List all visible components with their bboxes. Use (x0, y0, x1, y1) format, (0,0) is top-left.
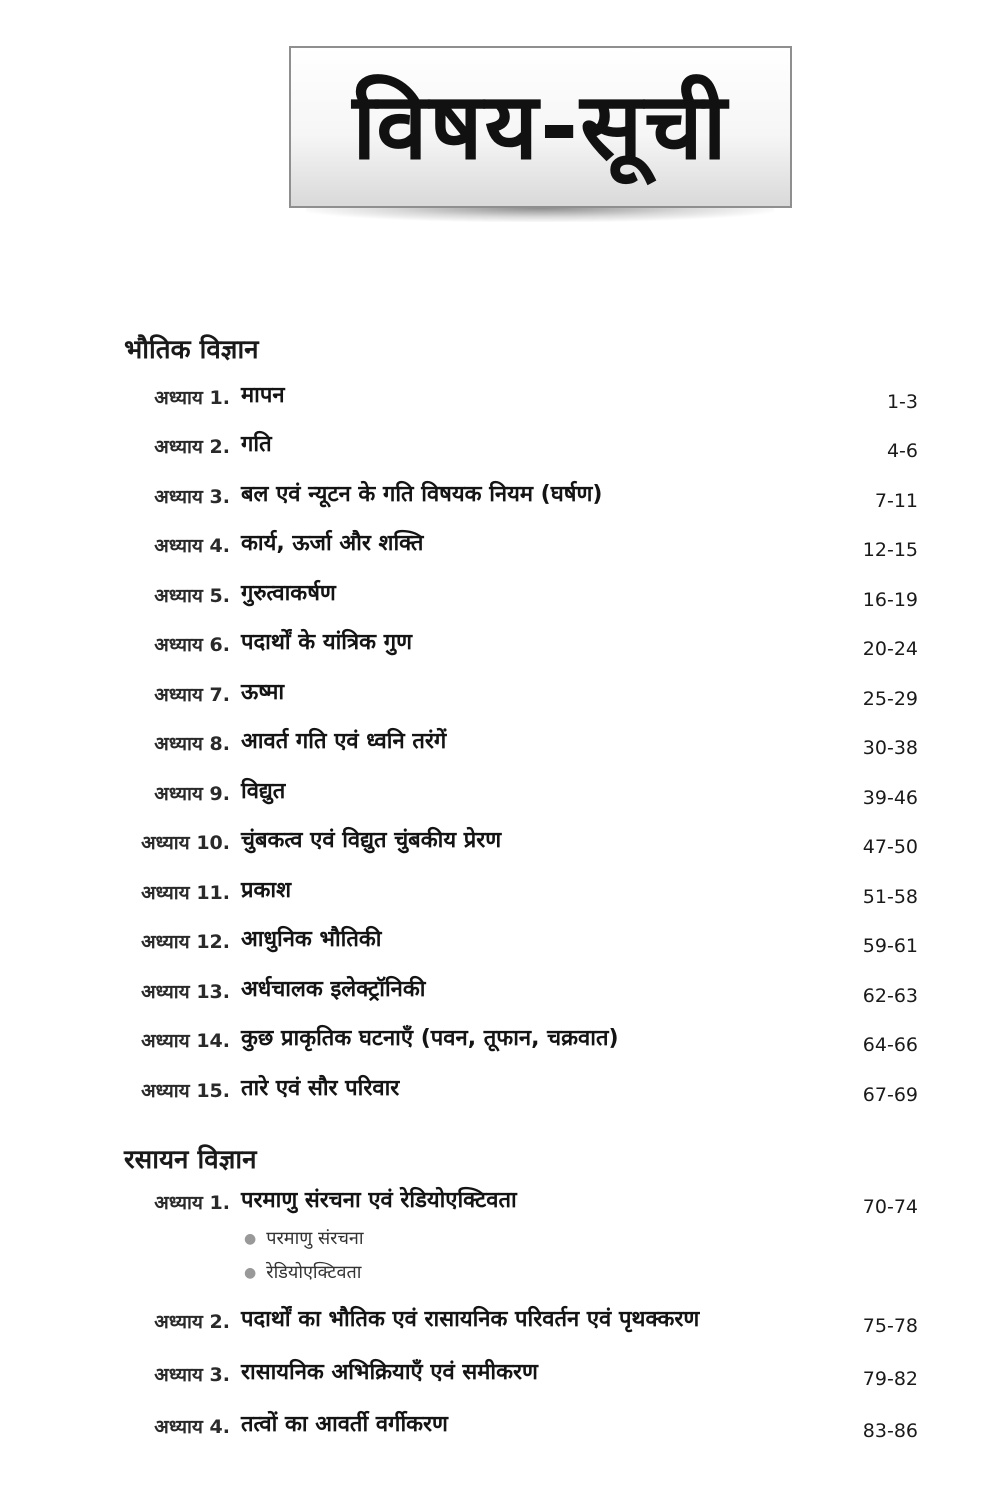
page-range: 12-15 (862, 539, 918, 561)
toc-row[interactable] (0, 978, 1000, 1018)
page-range: 64-66 (862, 1034, 918, 1056)
chapter-label: अध्याय 6. (154, 634, 230, 656)
chapter-title[interactable]: अर्धचालक इलेक्ट्रॉनिकी (241, 977, 426, 1002)
chapter-title[interactable]: मापन (241, 383, 285, 408)
chapter-title[interactable]: पदार्थों का भौतिक एवं रासायनिक परिवर्तन एवं पृथक्करण (241, 1307, 700, 1332)
chapter-label: अध्याय 3. (154, 1364, 230, 1386)
chapter-label: अध्याय 9. (154, 783, 230, 805)
chapter-label: अध्याय 1. (154, 387, 230, 409)
chapter-label: अध्याय 3. (154, 486, 230, 508)
chapter-title[interactable]: ऊष्मा (241, 680, 285, 705)
toc-row[interactable] (0, 384, 1000, 424)
chapter-label: अध्याय 1. (154, 1192, 230, 1214)
subtopic-item: ● परमाणु संरचना (244, 1228, 364, 1249)
page-range: 83-86 (862, 1420, 918, 1442)
chapter-title[interactable]: प्रकाश (241, 878, 292, 903)
chapter-label: अध्याय 7. (154, 684, 230, 706)
chapter-title[interactable]: चुंबकत्व एवं विद्युत चुंबकीय प्रेरण (241, 828, 502, 853)
bullet-icon: ● (244, 1265, 257, 1281)
chapter-label: अध्याय 4. (154, 535, 230, 557)
chapter-title[interactable]: गुरुत्वाकर्षण (241, 581, 336, 606)
toc-row[interactable] (0, 1027, 1000, 1067)
chapter-label: अध्याय 13. (141, 981, 230, 1003)
chapter-label: अध्याय 4. (154, 1416, 230, 1438)
page-range: 7-11 (874, 490, 918, 512)
page-range: 1-3 (886, 391, 918, 413)
page-range: 25-29 (862, 688, 918, 710)
section-heading-physics: भौतिक विज्ञान (124, 335, 259, 365)
chapter-label: अध्याय 15. (141, 1080, 230, 1102)
chapter-label: अध्याय 14. (141, 1030, 230, 1052)
subtopic-item: ● रेडियोएक्टिवता (244, 1262, 362, 1283)
toc-row[interactable] (0, 532, 1000, 572)
toc-row[interactable] (0, 1189, 1000, 1229)
toc-row[interactable] (0, 433, 1000, 473)
chapter-title[interactable]: आवर्त गति एवं ध्वनि तरंगें (241, 729, 447, 754)
page-title: विषय-सूची (352, 73, 729, 180)
toc-row[interactable] (0, 928, 1000, 968)
page-range: 59-61 (862, 935, 918, 957)
page-range: 20-24 (862, 638, 918, 660)
page-range: 75-78 (862, 1315, 918, 1337)
chapter-title[interactable]: रासायनिक अभिक्रियाएँ एवं समीकरण (241, 1360, 538, 1385)
page-range: 70-74 (862, 1196, 918, 1218)
toc-row[interactable] (0, 730, 1000, 770)
toc-row[interactable] (0, 582, 1000, 622)
chapter-title[interactable]: बल एवं न्यूटन के गति विषयक नियम (घर्षण) (241, 482, 603, 507)
page-range: 62-63 (862, 985, 918, 1007)
page-range: 67-69 (862, 1084, 918, 1106)
page-range: 30-38 (862, 737, 918, 759)
chapter-label: अध्याय 11. (141, 882, 230, 904)
toc-row[interactable] (0, 483, 1000, 523)
toc-row[interactable] (0, 681, 1000, 721)
chapter-label: अध्याय 12. (141, 931, 230, 953)
chapter-label: अध्याय 10. (141, 832, 230, 854)
title-shadow (306, 208, 774, 222)
chapter-title[interactable]: कुछ प्राकृतिक घटनाएँ (पवन, तूफान, चक्रवात) (241, 1026, 619, 1051)
chapter-label: अध्याय 2. (154, 1311, 230, 1333)
page-range: 39-46 (862, 787, 918, 809)
toc-row[interactable] (0, 829, 1000, 869)
toc-row[interactable] (0, 879, 1000, 919)
chapter-title[interactable]: कार्य, ऊर्जा और शक्ति (241, 531, 424, 556)
toc-row[interactable] (0, 631, 1000, 671)
page-range: 47-50 (862, 836, 918, 858)
chapter-title[interactable]: गति (241, 432, 272, 457)
title-box (289, 46, 792, 208)
page-range: 51-58 (862, 886, 918, 908)
bullet-icon: ● (244, 1231, 257, 1247)
chapter-title[interactable]: आधुनिक भौतिकी (241, 927, 382, 952)
chapter-label: अध्याय 2. (154, 436, 230, 458)
chapter-title[interactable]: पदार्थों के यांत्रिक गुण (241, 630, 412, 655)
chapter-title[interactable]: तत्वों का आवर्ती वर्गीकरण (241, 1412, 448, 1437)
toc-row[interactable] (0, 1308, 1000, 1348)
chapter-title[interactable]: विद्युत (241, 779, 286, 804)
toc-row[interactable] (0, 1077, 1000, 1117)
page-range: 79-82 (862, 1368, 918, 1390)
page-range: 16-19 (862, 589, 918, 611)
page-range: 4-6 (886, 440, 918, 462)
toc-row[interactable] (0, 1361, 1000, 1401)
toc-row[interactable] (0, 1413, 1000, 1453)
chapter-label: अध्याय 5. (154, 585, 230, 607)
chapter-title[interactable]: परमाणु संरचना एवं रेडियोएक्टिवता (241, 1188, 517, 1213)
toc-row[interactable] (0, 780, 1000, 820)
chapter-label: अध्याय 8. (154, 733, 230, 755)
section-heading-chemistry: रसायन विज्ञान (124, 1145, 257, 1175)
chapter-title[interactable]: तारे एवं सौर परिवार (241, 1076, 400, 1101)
